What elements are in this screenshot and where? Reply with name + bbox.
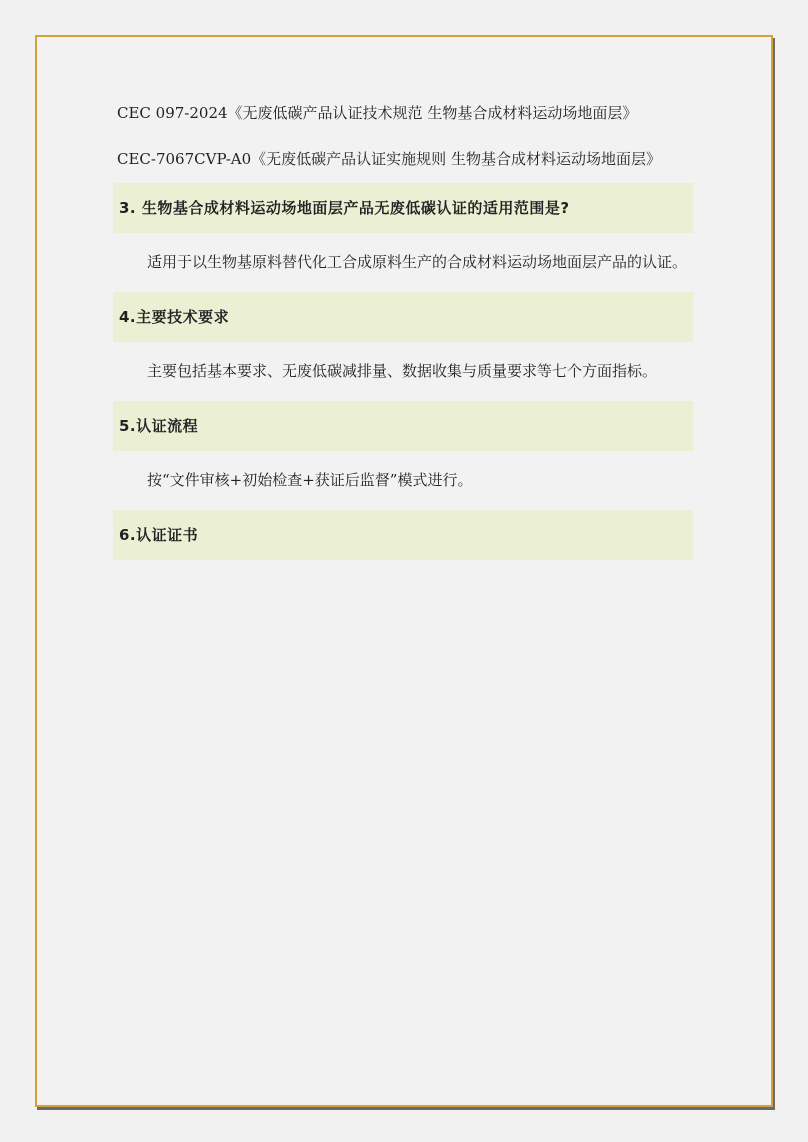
standard-line-1: CEC 097-2024《无废低碳产品认证技术规范 生物基合成材料运动场地面层》 <box>117 104 638 122</box>
document-content <box>117 97 693 560</box>
section-heading-5: 5.认证流程 <box>113 401 693 451</box>
section-body-5: 按“文件审核+初始检查+获证后监督”模式进行。 <box>147 471 473 489</box>
section-heading-6: 6.认证证书 <box>113 510 693 560</box>
section-body-3: 适用于以生物基原料替代化工合成原料生产的合成材料运动场地面层产品的认证。 <box>147 253 688 271</box>
section-heading-3: 3. 生物基合成材料运动场地面层产品无废低碳认证的适用范围是? <box>113 183 693 233</box>
standard-line-2: CEC-7067CVP-A0《无废低碳产品认证实施规则 生物基合成材料运动场地面层》 <box>117 150 661 168</box>
section-heading-4: 4.主要技术要求 <box>113 292 693 342</box>
page-frame <box>35 35 773 1107</box>
section-body-4: 主要包括基本要求、无废低碳减排量、数据收集与质量要求等七个方面指标。 <box>147 362 658 380</box>
